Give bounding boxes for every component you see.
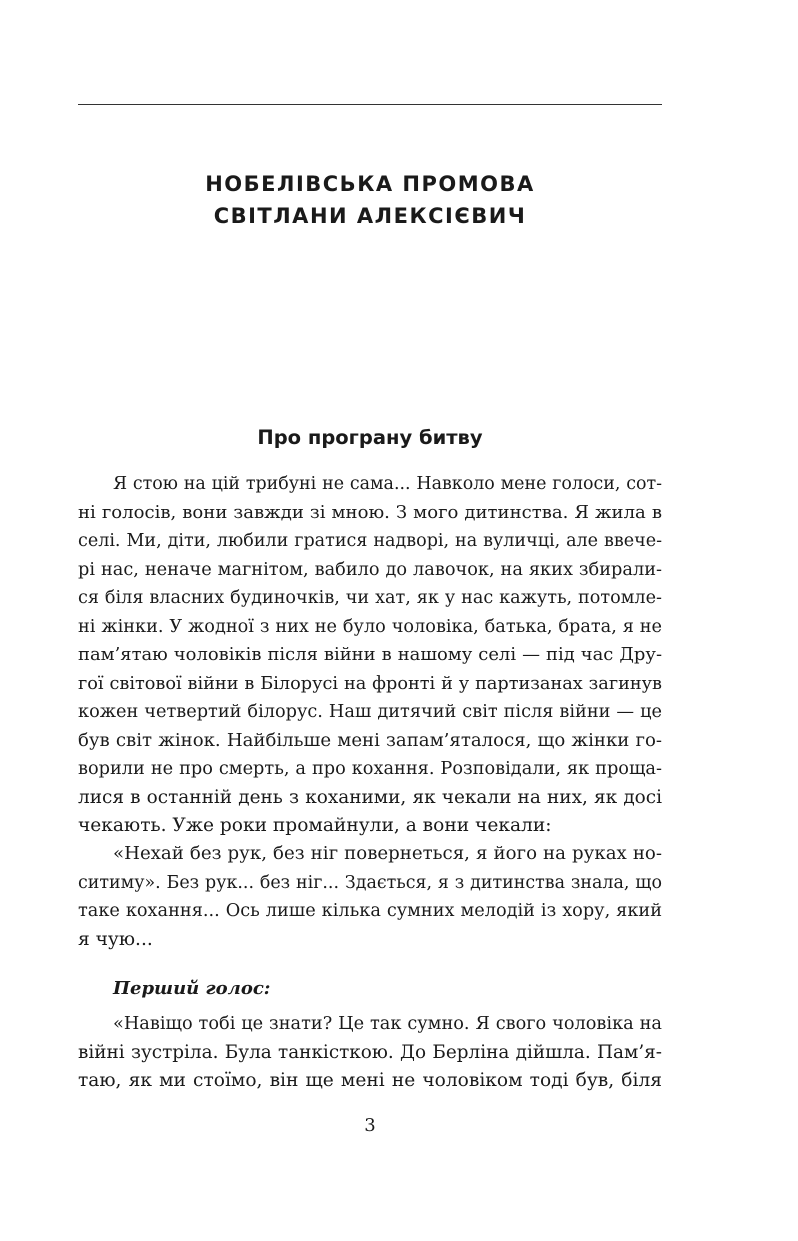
- text-line: ся біля власних будиночків, чи хат, як у нас кажуть, потомле-: [78, 588, 662, 608]
- text-line: ні голосів, вони завжди зі мною. З мого дитинства. Я жила в: [78, 501, 662, 523]
- chapter-title: [78, 168, 662, 232]
- chapter-title-line-2: СВІТЛАНИ АЛЕКСІЄВИЧ: [213, 204, 527, 228]
- text-line: кожен четвертий білорус. Наш дитячий світ після війни — це: [78, 702, 662, 722]
- text-line: був світ жінок. Найбільше мені запам’яталося, що жінки го-: [78, 729, 662, 751]
- text-line: чекають. Уже роки промайнули, а вони чекали:: [78, 815, 552, 836]
- paragraph-3: [78, 1010, 662, 1096]
- text-line: таке кохання... Ось лише кілька сумних мелодій із хору, який: [78, 901, 662, 921]
- text-line: пам’ятаю чоловіків після війни в нашому селі — під час Дру-: [78, 644, 662, 665]
- text-line: війні зустріла. Була танкісткою. До Берліна дійшла. Пам’я-: [78, 1041, 662, 1063]
- text-line: ворили не про смерть, а про кохання. Розповідали, як проща-: [78, 759, 662, 779]
- text-line: лися в останній день з коханими, як чекали на них, як досі: [78, 786, 662, 808]
- header-rule: [78, 104, 662, 105]
- section-heading: Про програну битву: [257, 426, 483, 449]
- paragraph-2: [78, 840, 662, 954]
- text-line: «Нехай без рук, без ніг повернеться, я його на руках но-: [113, 843, 662, 864]
- text-line: рі нас, неначе магнітом, вабило до лавочок, на яких збирали-: [78, 559, 662, 580]
- text-line: Я стою на цій трибуні не сама... Навколо мене голоси, сот-: [113, 474, 662, 494]
- voice-label: Перший голос:: [113, 978, 271, 999]
- text-line: селі. Ми, діти, любили гратися надворі, на вуличці, але ввече-: [78, 531, 662, 551]
- paragraph-1: [78, 470, 662, 841]
- text-line: гої світової війни в Білорусі на фронті й у партизанах загинув: [78, 673, 662, 694]
- text-line: я чую...: [78, 928, 153, 950]
- text-line: таю, як ми стоїмо, він ще мені не чоловіком тоді був, біля: [78, 1070, 662, 1091]
- chapter-title-line-1: НОБЕЛІВСЬКА ПРОМОВА: [205, 172, 535, 196]
- page-number: 3: [364, 1115, 376, 1136]
- text-line: «Навіщо тобі це знати? Це так сумно. Я свого чоловіка на: [113, 1014, 662, 1034]
- text-line: ні жінки. У жодної з них не було чоловіка, батька, брата, я не: [78, 616, 662, 637]
- text-line: ситиму». Без рук... без ніг... Здається, я з дитинства знала, що: [78, 872, 662, 893]
